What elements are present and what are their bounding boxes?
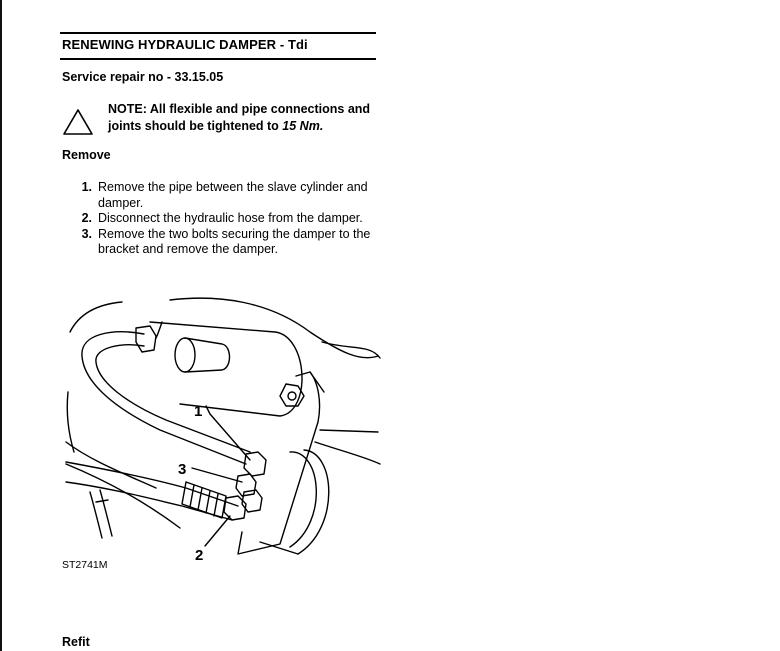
figure-reference: ST2741M <box>62 559 108 571</box>
note-text <box>108 101 378 135</box>
step-number: 3. <box>81 226 92 241</box>
callout-1: 1 <box>194 403 203 420</box>
page-title: RENEWING HYDRAULIC DAMPER - Tdi <box>62 37 308 52</box>
callout-3: 3 <box>178 461 187 478</box>
warning-triangle-icon <box>62 108 94 136</box>
list-item <box>62 180 382 211</box>
step-number: 1. <box>81 180 92 194</box>
step-text: Remove the two bolts securing the damper to the bracket and remove the damper. <box>98 226 371 256</box>
note-torque-value: 15 Nm. <box>282 119 324 133</box>
note-body: NOTE: All flexible and pipe connections and joints should be tightened to <box>108 102 371 133</box>
list-item <box>62 227 382 258</box>
title-rule-bottom <box>60 58 376 60</box>
remove-steps-list <box>62 180 382 258</box>
title-rule-top <box>60 32 376 34</box>
step-text: Remove the pipe between the slave cylinder and damper. <box>98 180 368 210</box>
remove-heading: Remove <box>62 148 111 162</box>
step-number: 2. <box>81 211 92 225</box>
refit-heading: Refit <box>62 635 90 649</box>
service-repair-number: Service repair no - 33.15.05 <box>62 70 224 84</box>
hydraulic-damper-illustration <box>60 292 390 562</box>
step-text: Disconnect the hydraulic hose from the damper. <box>98 211 363 225</box>
callout-2: 2 <box>195 547 204 562</box>
page-left-border <box>0 0 2 651</box>
list-item <box>62 211 382 227</box>
